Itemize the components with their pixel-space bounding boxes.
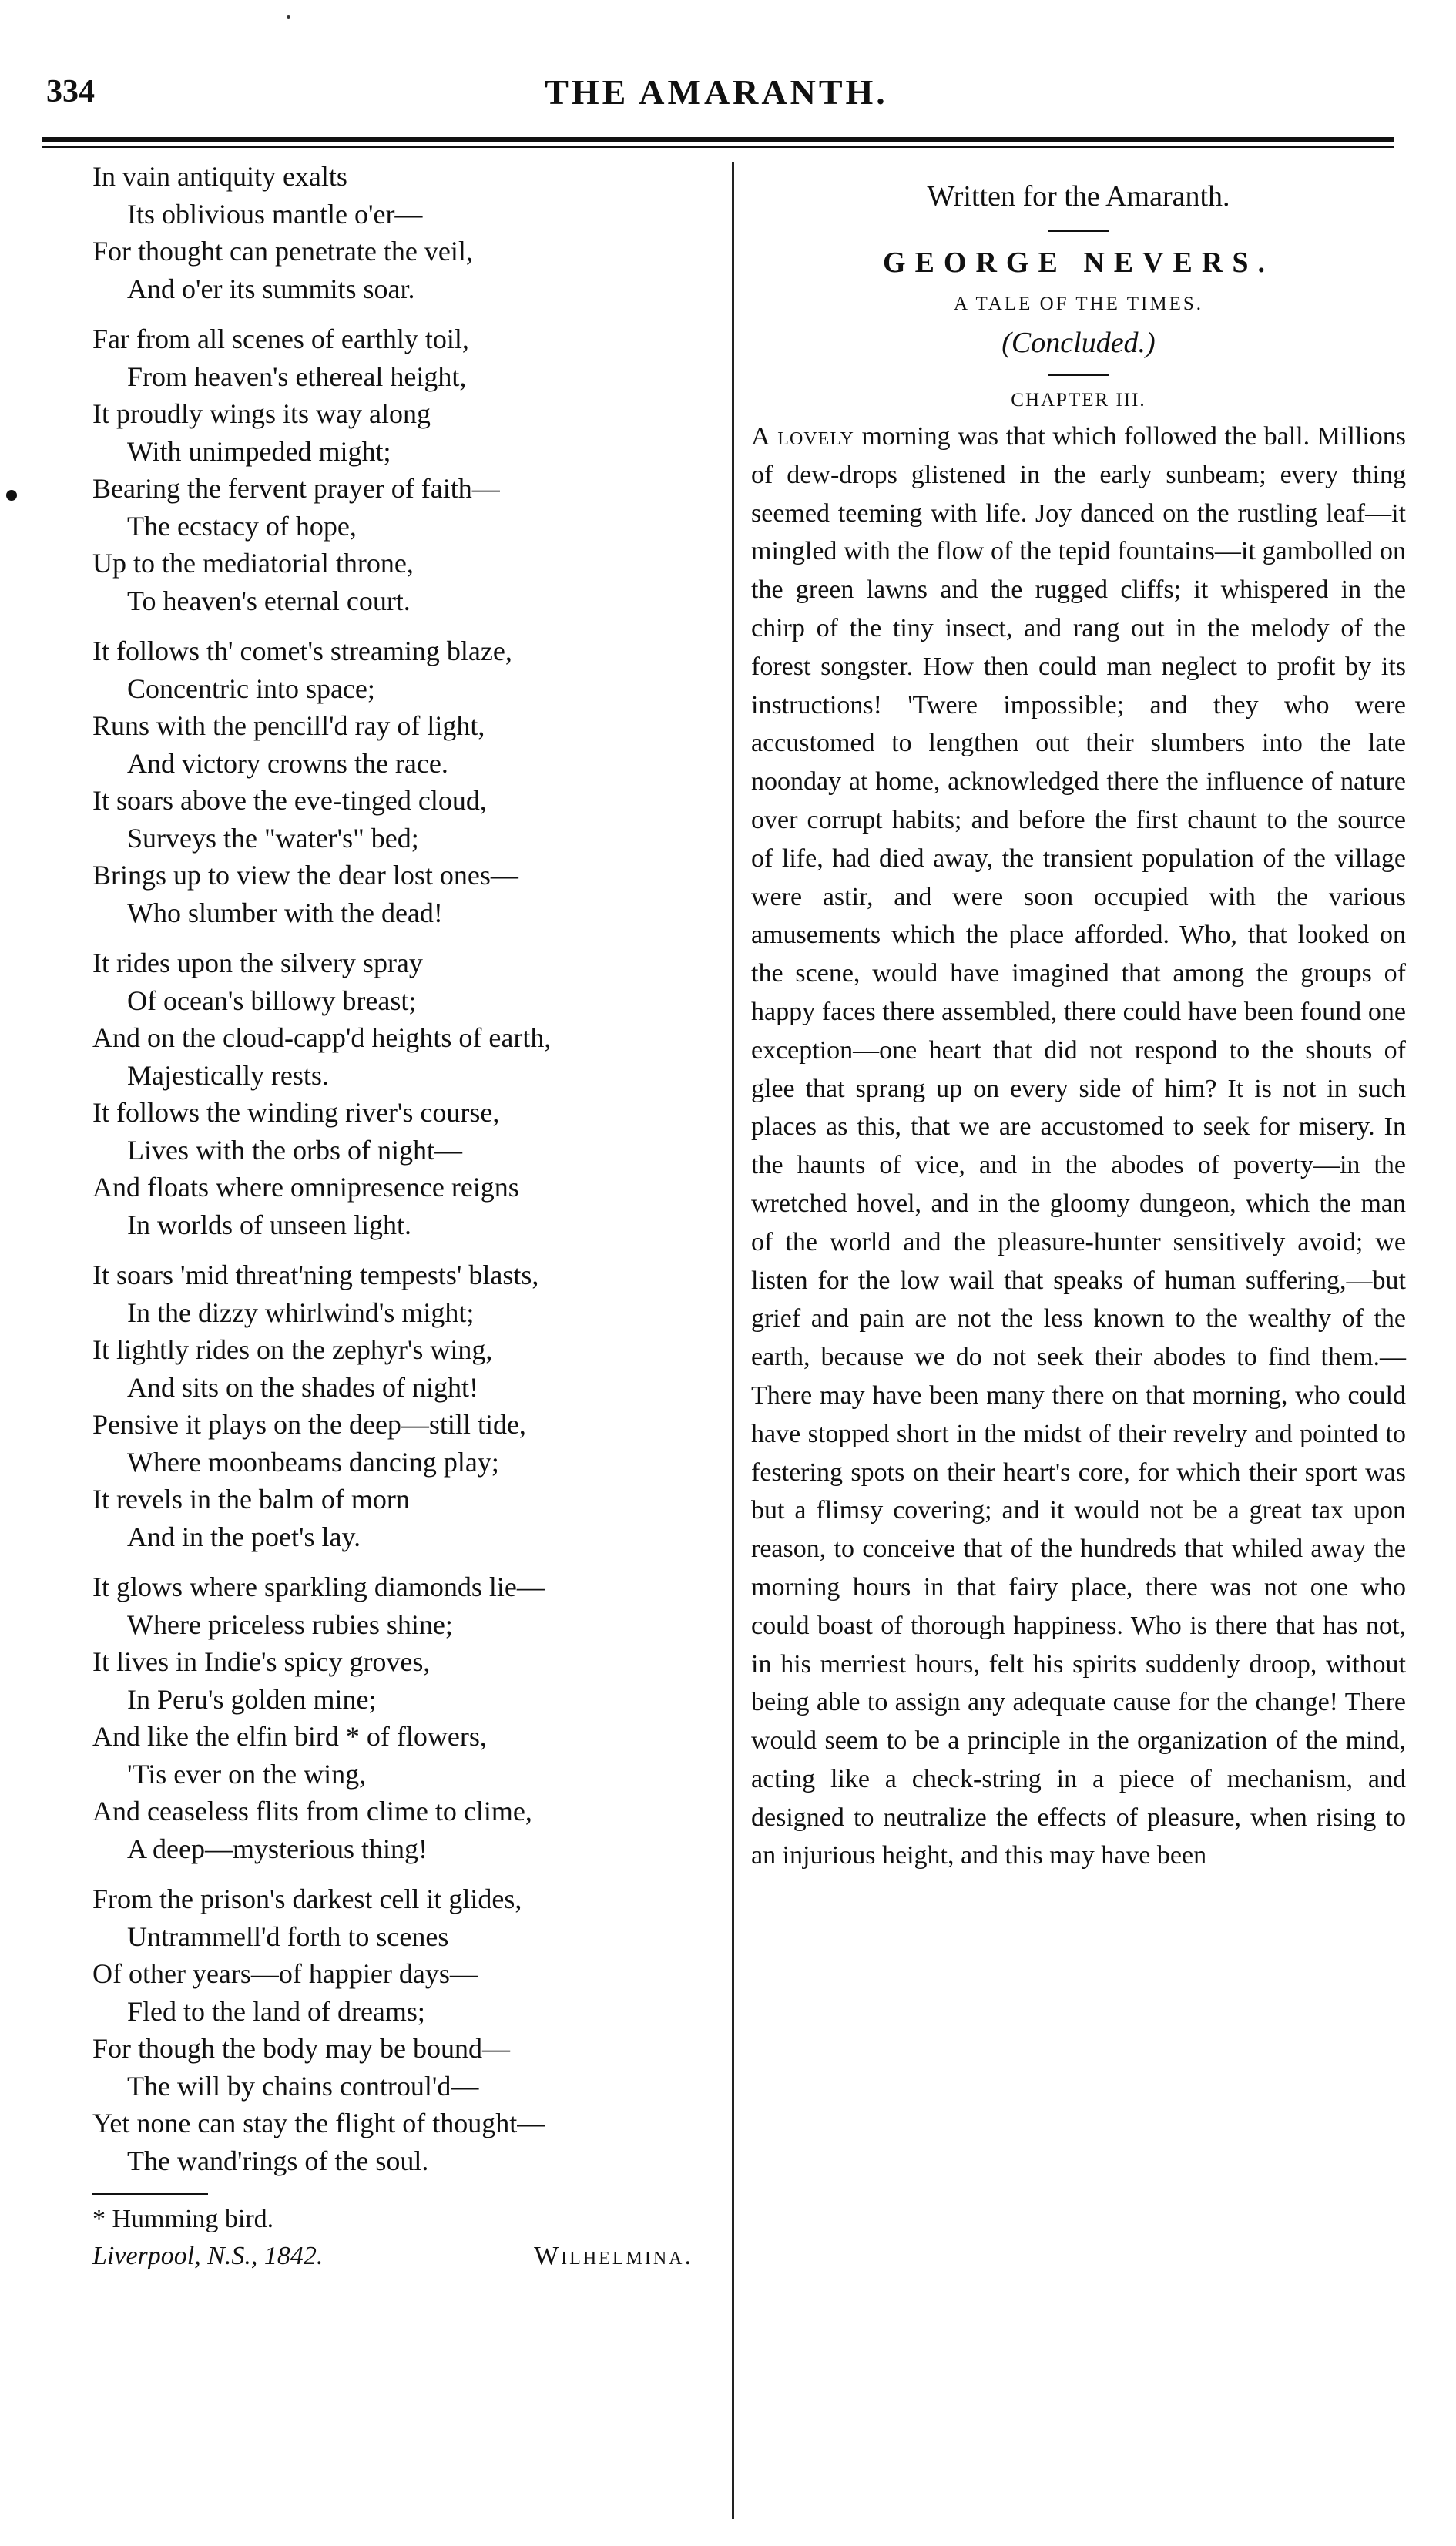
poem-line: Far from all scenes of earthly toil, <box>92 324 469 354</box>
poem-line: And on the cloud-capp'd heights of earth, <box>92 1022 552 1053</box>
poem-line: It soars 'mid threat'ning tempests' blasts, <box>92 1260 539 1290</box>
poem-line: Brings up to view the dear lost ones— <box>92 860 518 891</box>
poem-line: Bearing the fervent prayer of faith— <box>92 473 500 504</box>
story-title: GEORGE NEVERS. <box>883 247 1274 279</box>
story-column <box>751 162 1406 1875</box>
poem-line: Where priceless rubies shine; <box>127 1608 453 1640</box>
poem-line: Of other years—of happier days— <box>92 1958 478 1989</box>
chapter-heading: CHAPTER III. <box>1011 390 1146 411</box>
poem-line: A deep—mysterious thing! <box>127 1833 428 1864</box>
poem-line: 'Tis ever on the wing, <box>127 1758 367 1790</box>
poem-line: Runs with the pencill'd ray of light, <box>92 710 485 741</box>
story-subtitle: A TALE OF THE TIMES. <box>954 294 1203 314</box>
poem-line: It follows th' comet's streaming blaze, <box>92 636 512 666</box>
poem-line: With unimpeded might; <box>127 435 391 467</box>
poem-line: The will by chains controul'd— <box>127 2070 479 2102</box>
poem-line: Its oblivious mantle o'er— <box>127 198 423 230</box>
story-body <box>751 418 1406 1875</box>
poem-line: In vain antiquity exalts <box>92 161 347 192</box>
story-opening-words: A lovely <box>751 422 854 451</box>
poem-line: In the dizzy whirlwind's might; <box>127 1296 475 1328</box>
running-title: THE AMARANTH. <box>545 72 888 112</box>
poem-signoff <box>92 2237 709 2276</box>
poem-line: And o'er its summits soar. <box>127 273 415 304</box>
margin-ink-dot <box>6 490 17 501</box>
poem-line: The ecstacy of hope, <box>127 510 357 542</box>
poem-line: It lightly rides on the zephyr's wing, <box>92 1334 493 1365</box>
poem-line: Surveys the "water's" bed; <box>127 822 419 854</box>
poem-line: And like the elfin bird * of flowers, <box>92 1721 487 1752</box>
poem <box>92 158 709 2179</box>
poem-line: It proudly wings its way along <box>92 398 431 429</box>
poem-stanza <box>92 158 709 307</box>
story-body-text: morning was that which followed the ball. Millions of dew-drops glistened in the early sunbeam; every thing seemed teeming with life. Joy danced on the rustling leaf—it mingled with the flow of the tepid fountains—it gambolled on the green lawns and the rugged cliffs; it whispered in the chirp of the tiny insect, and rang out in the melody of the forest songster. How then could man neglect to profit by its instructions! 'Twere impossible; and they who were accustomed to lengthen out their slumbers into the late noonday at home, acknowledged there the influence of nature over corrupt habits; and before the first chaunt to the source of life, had died away, the transient population of the village were astir, and were soon occupied with the various amusements which the place afforded. Who, that looked on the scene, would have imagined that among the groups of happy faces there assembled, there could have been found one exception—one heart that did not respond to the shouts of glee that sprang up on every side of him? It is not in such places as this, that we are accustomed to seek for misery. In the haunts of vice, and in the abodes of poverty—in the wretched hovel, and in the gloomy dungeon, which the man of the world and the pleasure-hunter sensitively avoid; we listen for the low wail that speaks of human suffering,—but grief and pain are not the less known to the wealthy of the earth, because we do not seek their abodes to find them.—There may have been many there on that morning, who could have stopped short in the midst of their revelry and pointed to festering spots on their heart's core, for which their sport was but a flimsy covering; and it would not be a great tax upon reason, to conceive that of the hundreds that whiled away the morning hours in that fairy place, there was not one who could boast of thorough happiness. Who is there that has not, in his merriest hours, felt his spirits suddenly droop, without being able to assign any adequate cause for the change! There would seem to be a principle in the organization of the mind, acting like a check-string in a piece of mechanism, and designed to neutralize the effects of pleasure, when rising to an injurious height, and this may have been <box>751 422 1406 1870</box>
poem-stanza <box>92 320 709 619</box>
poem-line: And floats where omnipresence reigns <box>92 1172 519 1203</box>
poem-line: The wand'rings of the soul. <box>127 2145 429 2176</box>
poem-author: Wilhelmina. <box>534 2242 693 2270</box>
poem-stanza <box>92 632 709 931</box>
poem-line: And ceaseless flits from clime to clime, <box>92 1796 532 1826</box>
poem-line: And sits on the shades of night! <box>127 1371 478 1403</box>
poem-column <box>92 158 709 2276</box>
poem-stanza <box>92 1880 709 2179</box>
poem-line: To heaven's eternal court. <box>127 585 411 616</box>
poem-line: Untrammell'd forth to scenes <box>127 1920 449 1952</box>
poem-line: From heaven's ethereal height, <box>127 361 467 392</box>
poem-stanza <box>92 1568 709 1867</box>
chapter-rule <box>1048 374 1109 376</box>
poem-line: Where moonbeams dancing play; <box>127 1446 499 1478</box>
poem-line: It follows the winding river's course, <box>92 1097 500 1128</box>
poem-line: It soars above the eve-tinged cloud, <box>92 785 487 816</box>
footnote: * Humming bird. <box>92 2205 274 2233</box>
poem-place-date: Liverpool, N.S., 1842. <box>92 2242 324 2270</box>
footnote-rule <box>92 2193 208 2195</box>
poem-line: And victory crowns the race. <box>127 747 448 779</box>
poem-line: It lives in Indie's spicy groves, <box>92 1646 431 1677</box>
poem-line: And in the poet's lay. <box>127 1521 361 1552</box>
poem-line: Concentric into space; <box>127 673 375 704</box>
page-number: 334 <box>46 74 95 109</box>
poem-line: Yet none can stay the flight of thought— <box>92 2108 545 2138</box>
header-rule-thick <box>42 137 1394 142</box>
poem-stanza <box>92 1256 709 1555</box>
poem-line: For thought can penetrate the veil, <box>92 236 473 267</box>
poem-line: Who slumber with the dead! <box>127 897 443 928</box>
byline-rule <box>1048 230 1109 232</box>
poem-line: Up to the mediatorial throne, <box>92 548 414 579</box>
poem-line: Lives with the orbs of night— <box>127 1134 462 1166</box>
ink-speck <box>287 15 290 19</box>
poem-line: It revels in the balm of morn <box>92 1484 410 1515</box>
poem-line: Pensive it plays on the deep—still tide, <box>92 1409 526 1440</box>
column-divider <box>732 162 734 2519</box>
poem-line: For though the body may be bound— <box>92 2033 510 2064</box>
poem-line: From the prison's darkest cell it glides, <box>92 1884 522 1914</box>
poem-line: It rides upon the silvery spray <box>92 948 423 978</box>
page-header <box>46 73 1387 127</box>
poem-line: Majestically rests. <box>127 1059 329 1091</box>
poem-line: Of ocean's billowy breast; <box>127 985 417 1016</box>
poem-line: In Peru's golden mine; <box>127 1683 377 1715</box>
poem-stanza <box>92 944 709 1243</box>
poem-line: Fled to the land of dreams; <box>127 1995 425 2027</box>
header-rule-thin <box>42 146 1394 148</box>
story-status: (Concluded.) <box>1001 327 1156 359</box>
poem-line: In worlds of unseen light. <box>127 1209 411 1240</box>
story-byline: Written for the Amaranth. <box>927 180 1230 213</box>
poem-line: It glows where sparkling diamonds lie— <box>92 1572 545 1602</box>
